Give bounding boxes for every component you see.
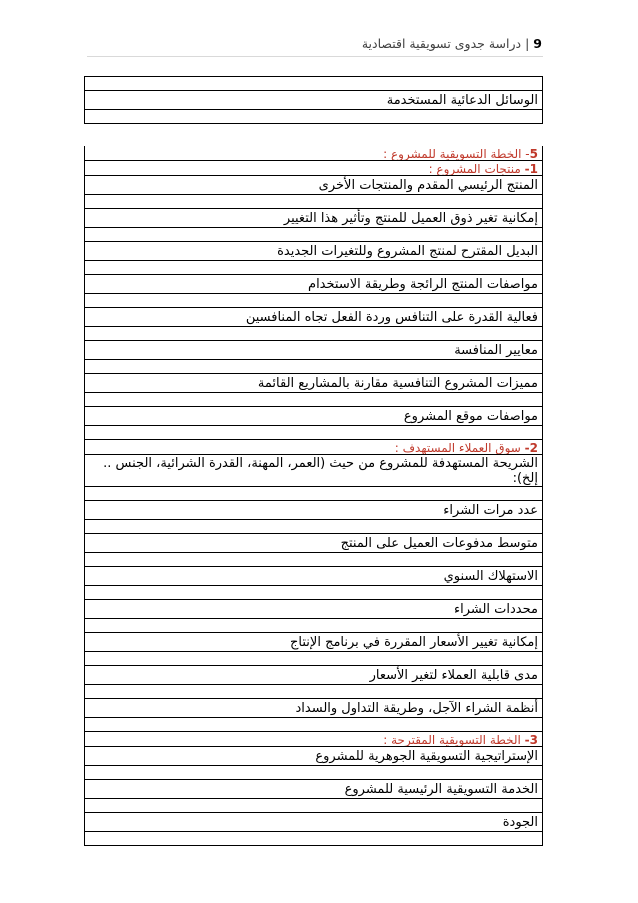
section-number: 1- bbox=[524, 162, 538, 176]
question-label: البديل المقترح لمنتج المشروع وللتغيرات الجديدة bbox=[277, 244, 538, 259]
question-label: إمكانية تغيير الأسعار المقررة في برنامج الإنتاج bbox=[290, 635, 538, 650]
question-row bbox=[84, 407, 543, 426]
question-row bbox=[84, 242, 543, 261]
question-label: الشريحة المستهدفة للمشروع من حيث (العمر، المهنة، القدرة الشرائية، الجنس .. إلخ): bbox=[103, 456, 538, 486]
section-title: - الخطة التسويقية للمشروع : bbox=[383, 147, 530, 161]
blank-answer-row bbox=[84, 832, 543, 846]
question-row bbox=[84, 699, 543, 718]
question-row bbox=[84, 747, 543, 766]
question-row-multiline bbox=[84, 455, 543, 487]
question-label: مواصفات المنتج الرائجة وطريقة الاستخدام bbox=[308, 277, 538, 292]
blank-answer-row bbox=[84, 360, 543, 374]
question-label: فعالية القدرة على التنافس وردة الفعل تجاه المنافسين bbox=[245, 310, 538, 325]
section-title: منتجات المشروع : bbox=[428, 162, 525, 176]
question-label: الخدمة التسويقية الرئيسية للمشروع bbox=[344, 782, 538, 797]
feasibility-form-table bbox=[84, 76, 543, 846]
blank-answer-row bbox=[84, 294, 543, 308]
blank-answer-row bbox=[84, 520, 543, 534]
blank-answer-row bbox=[84, 77, 543, 91]
section-number: 3- bbox=[524, 733, 538, 747]
section-number: 5 bbox=[529, 147, 538, 161]
question-label: الجودة bbox=[502, 815, 538, 830]
question-row bbox=[84, 534, 543, 553]
section-heading bbox=[84, 146, 543, 161]
question-label: مواصفات موقع المشروع bbox=[403, 409, 538, 424]
blank-answer-row bbox=[84, 619, 543, 633]
question-row bbox=[84, 91, 543, 110]
question-label: مدى قابلية العملاء لتغير الأسعار bbox=[369, 668, 538, 683]
question-row bbox=[84, 666, 543, 685]
question-label: متوسط مدفوعات العميل على المنتج bbox=[340, 536, 538, 551]
blank-answer-row bbox=[84, 718, 543, 732]
document-title: دراسة جدوى تسويقية اقتصادية bbox=[361, 36, 522, 51]
blank-answer-row bbox=[84, 327, 543, 341]
blank-answer-row bbox=[84, 553, 543, 567]
question-label: الاستهلاك السنوي bbox=[443, 569, 538, 584]
blank-answer-row bbox=[84, 766, 543, 780]
blank-answer-row bbox=[84, 261, 543, 275]
blank-answer-row bbox=[84, 799, 543, 813]
blank-answer-row bbox=[84, 652, 543, 666]
question-row bbox=[84, 633, 543, 652]
question-row bbox=[84, 780, 543, 799]
question-label: محددات الشراء bbox=[453, 602, 538, 617]
section-heading bbox=[84, 732, 543, 747]
question-label: الإستراتيجية التسويقية الجوهرية للمشروع bbox=[315, 749, 538, 764]
question-row bbox=[84, 341, 543, 360]
question-label: أنظمة الشراء الآجل، وطريقة التداول والسداد bbox=[295, 701, 538, 716]
question-row bbox=[84, 374, 543, 393]
blank-answer-row bbox=[84, 586, 543, 600]
question-label: الوسائل الدعائية المستخدمة bbox=[386, 93, 538, 108]
blank-answer-row bbox=[84, 426, 543, 440]
section-title: الخطة التسويقية المقترحة : bbox=[383, 733, 525, 747]
question-label: مميزات المشروع التنافسية مقارنة بالمشاريع القائمة bbox=[257, 376, 538, 391]
header-rule bbox=[87, 56, 543, 57]
question-row bbox=[84, 813, 543, 832]
section-number: 2- bbox=[524, 441, 538, 455]
page-header bbox=[87, 36, 542, 56]
question-row bbox=[84, 308, 543, 327]
blank-answer-row bbox=[84, 110, 543, 124]
question-row bbox=[84, 600, 543, 619]
blank-answer-row bbox=[84, 487, 543, 501]
section-heading bbox=[84, 440, 543, 455]
blank-answer-row bbox=[84, 228, 543, 242]
section-title: سوق العملاء المستهدف : bbox=[394, 441, 525, 455]
question-label: المنتج الرئيسي المقدم والمنتجات الأخرى bbox=[318, 178, 538, 193]
blank-answer-row bbox=[84, 685, 543, 699]
blank-answer-row bbox=[84, 195, 543, 209]
question-label: إمكانية تغير ذوق العميل للمنتج وتأثير هذا التغيير bbox=[283, 211, 538, 226]
question-label: معايير المنافسة bbox=[454, 343, 538, 358]
section-heading bbox=[84, 161, 543, 176]
question-row bbox=[84, 501, 543, 520]
page-number: 9 bbox=[533, 36, 542, 51]
question-row bbox=[84, 567, 543, 586]
question-row bbox=[84, 275, 543, 294]
question-row bbox=[84, 209, 543, 228]
question-label: عدد مرات الشراء bbox=[443, 503, 538, 518]
question-row bbox=[84, 176, 543, 195]
blank-answer-row bbox=[84, 393, 543, 407]
header-separator: | bbox=[525, 36, 530, 51]
section-gap bbox=[84, 124, 543, 146]
